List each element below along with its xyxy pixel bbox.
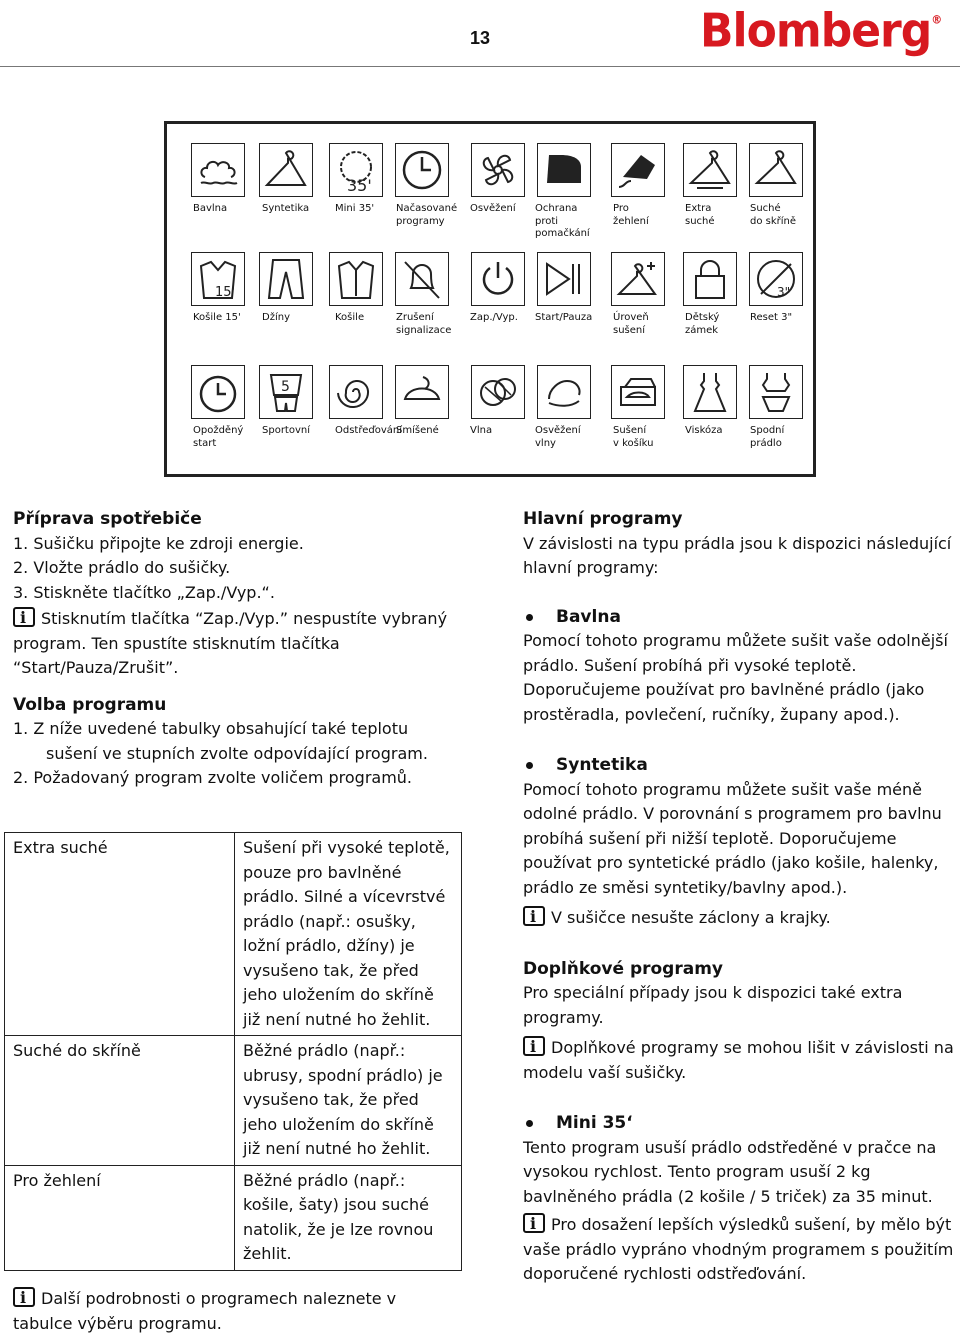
program-symbol-label: Ochrana proti pomačkání — [535, 203, 590, 239]
program-symbol — [335, 252, 399, 325]
program-symbol — [193, 365, 257, 450]
program-symbol — [262, 252, 326, 325]
program-symbol — [613, 143, 677, 228]
program-text-mini35: Tento program usuší prádlo odstředěné v pračce na vysokou rychlost. Tento program usuší 2 kg bavlněného prádla (2 košile / 5 triček) za 35 minut. — [523, 1137, 937, 1206]
delay-clock-icon — [191, 365, 245, 419]
program-symbol — [193, 252, 257, 325]
program-symbol-label: Mini 35' — [335, 203, 375, 214]
program-symbol-label: Úroveň sušení — [613, 312, 649, 336]
program-symbol — [535, 143, 599, 241]
prep-item: 3. Stiskněte tlačítko „Zap./Vyp.“. — [13, 582, 275, 602]
program-symbol-label: Viskóza — [685, 425, 723, 436]
right-column — [523, 507, 960, 1287]
left-column — [13, 507, 463, 791]
header-rule — [0, 66, 960, 67]
program-symbol-label: Spodní prádlo — [750, 425, 785, 449]
hanger-dry-icon — [749, 143, 803, 197]
program-symbol-label: Sušení v košíku — [613, 425, 654, 449]
program-symbol — [193, 143, 257, 216]
table-cell-name: Pro žehlení — [5, 1165, 235, 1270]
program-symbol — [750, 143, 814, 228]
table-cell-desc: Běžné prádlo (např.: košile, šaty) jsou suché natolik, že je lze rovnou žehlit. — [235, 1165, 462, 1270]
program-symbol — [750, 252, 814, 325]
svg-text:35': 35' — [347, 176, 372, 193]
program-symbol-label: Dětský zámek — [685, 312, 720, 336]
svg-text:3": 3" — [777, 285, 791, 299]
sport-icon — [259, 365, 313, 419]
shirt15-icon — [191, 252, 245, 306]
program-text-syntetika: Pomocí tohoto programu můžete sušit vaše méně odolné prádlo. V porovnání s programem pro bavlnu probíhá sušení při nižší teplotě. Doporučujeme používat pro syntetické prádlo (jako košile, halenky, prádlo ze směsi syntetiky/bavlny apod.). — [523, 779, 942, 897]
table-cell-desc: Sušení při vysoké teplotě, pouze pro bavlněné prádlo. Silné a vícevrstvé prádlo (např.: osušky, ložní prádlo, džíny) je vysušeno tak, že před jeho uložením do skříně již není nutné ho žehlit. — [235, 833, 462, 1036]
program-symbol — [335, 143, 399, 216]
program-symbol-label: Smíšené — [396, 425, 439, 436]
program-symbol-label: Suché do skříně — [750, 203, 797, 227]
basket-icon — [611, 365, 665, 419]
program-symbol-label: Syntetika — [262, 203, 310, 214]
wool-icon — [471, 365, 525, 419]
extra-programs-note: iDoplňkové programy se mohou lišit v závislosti na modelu vaší sušičky. — [523, 1036, 960, 1085]
brand-mark: ® — [931, 13, 942, 27]
lock-icon — [683, 252, 737, 306]
power-icon — [471, 252, 525, 306]
hanger-plus-icon — [611, 252, 665, 306]
program-symbol-label: Džíny — [262, 312, 290, 323]
program-symbol-label: Reset 3" — [750, 312, 793, 323]
anticrease-iron-icon — [537, 143, 591, 197]
mini35-icon — [329, 143, 383, 197]
table-cell-name: Extra suché — [5, 833, 235, 1036]
program-symbol — [470, 143, 534, 216]
program-symbol-label: Pro žehlení — [613, 203, 649, 227]
program-symbol — [685, 252, 749, 337]
hanger-lines-icon — [683, 143, 737, 197]
program-symbol-label: Košile — [335, 312, 365, 323]
selection-item: 1. Z níže uvedené tabulky obsahující také teplotu sušení ve stupních zvolte odpovídající program. — [13, 719, 428, 763]
syntetika-note: iV sušičce nesušte záclony a krajky. — [523, 906, 960, 931]
info-icon — [523, 1036, 545, 1056]
brand-logo — [700, 5, 941, 59]
program-text-bavlna: Pomocí tohoto programu můžete sušit vaše odolnější prádlo. Sušení probíhá při vysoké teplotě. Doporučujeme používat pro bavlněné prádlo (jako prostěradla, povlečení, ručníky, župany apod.). — [523, 631, 948, 724]
program-title-bavlna: Bavlna — [523, 605, 960, 630]
program-symbol-label: Sportovní — [262, 425, 310, 436]
program-symbol — [262, 365, 326, 438]
reset3-icon — [749, 252, 803, 306]
program-symbol — [535, 252, 599, 325]
program-symbol-label: Extra suché — [685, 203, 715, 227]
program-symbol — [685, 365, 749, 438]
program-symbol-label: Osvěžení — [470, 203, 516, 214]
iron-icon — [611, 143, 665, 197]
program-symbol-label: Start/Pauza — [535, 312, 593, 323]
extra-programs-intro: Pro speciální případy jsou k dispozici také extra programy. — [523, 983, 903, 1027]
spin-icon — [329, 365, 383, 419]
program-symbol-label: Osvěžení vlny — [535, 425, 581, 449]
table-row — [5, 1036, 462, 1166]
play-pause-icon — [537, 252, 591, 306]
program-symbol — [535, 365, 599, 450]
program-symbol — [470, 365, 534, 438]
extra-programs-heading: Doplňkové programy — [523, 958, 723, 979]
program-symbol — [396, 143, 460, 228]
program-symbol — [470, 252, 534, 325]
info-icon — [13, 1287, 35, 1307]
selection-heading: Volba programu — [13, 694, 167, 715]
program-symbol — [685, 143, 749, 228]
program-symbol-label: Načasované programy — [396, 203, 458, 227]
dress-icon — [683, 365, 737, 419]
table-row — [5, 1165, 462, 1270]
cotton-icon — [191, 143, 245, 197]
program-title-mini35: Mini 35‘ — [523, 1111, 960, 1136]
wool-refresh-icon — [537, 365, 591, 419]
fan-icon — [471, 143, 525, 197]
program-symbol — [396, 252, 460, 337]
hanger-icon — [259, 143, 313, 197]
lingerie-icon — [749, 365, 803, 419]
main-programs-intro: V závislosti na typu prádla jsou k dispozici následující hlavní programy: — [523, 533, 952, 577]
main-programs-heading: Hlavní programy — [523, 509, 683, 529]
info-icon — [13, 607, 35, 627]
program-symbol-label: Vlna — [470, 425, 493, 436]
info-icon — [523, 1213, 545, 1233]
brand-name: Blomberg — [700, 4, 932, 59]
program-symbol-label: Zrušení signalizace — [396, 312, 452, 336]
program-symbol — [396, 365, 460, 438]
svg-text:5: 5 — [281, 379, 290, 395]
program-symbol — [613, 252, 677, 337]
program-symbol — [750, 365, 814, 450]
shirt-icon — [329, 252, 383, 306]
prep-item: 1. Sušičku připojte ke zdroji energie. — [13, 533, 304, 553]
prep-item: 2. Vložte prádlo do sušičky. — [13, 558, 231, 577]
footer-note: iDalší podrobnosti o programech naleznete v tabulce výběru programu. — [13, 1287, 458, 1336]
program-symbol — [335, 365, 403, 438]
program-symbol-label: Zap./Vyp. — [470, 312, 518, 323]
info-icon — [523, 906, 545, 926]
clock-icon — [395, 143, 449, 197]
mixed-icon — [395, 365, 449, 419]
bell-off-icon — [395, 252, 449, 306]
mini35-note: iPro dosažení lepších výsledků sušení, by mělo být vaše prádlo vypráno vhodným programem s použitím doporučené rychlosti odstřeďování. — [523, 1213, 960, 1287]
program-symbol — [613, 365, 677, 450]
program-symbol-label: Košile 15' — [193, 312, 241, 323]
program-symbol-label: Bavlna — [193, 203, 228, 214]
table-row — [5, 833, 462, 1036]
selection-item: 2. Požadovaný program zvolte voličem programů. — [13, 768, 413, 787]
svg-text:15': 15' — [215, 285, 236, 300]
program-symbol-label: Odstřeďování — [335, 425, 403, 436]
program-symbol-label: Opožděný start — [193, 425, 244, 449]
program-symbol — [262, 143, 326, 216]
program-title-syntetika: Syntetika — [523, 753, 960, 778]
table-cell-name: Suché do skříně — [5, 1036, 235, 1166]
icon-legend-panel — [164, 121, 816, 477]
table-cell-desc: Běžné prádlo (např.: ubrusy, spodní prádlo) je vysušeno tak, že před jeho uložením do skříně již není nutné ho žehlit. — [235, 1036, 462, 1166]
page-number: 13 — [470, 28, 491, 48]
prep-note: iStisknutím tlačítka “Zap./Vyp.” nespustíte vybraný program. Ten spustíte stisknutím tlačítka “Start/Pauza/Zrušit”. — [13, 607, 463, 681]
drying-level-table — [4, 832, 462, 1271]
jeans-icon — [259, 252, 313, 306]
prep-heading: Příprava spotřebiče — [13, 509, 202, 529]
